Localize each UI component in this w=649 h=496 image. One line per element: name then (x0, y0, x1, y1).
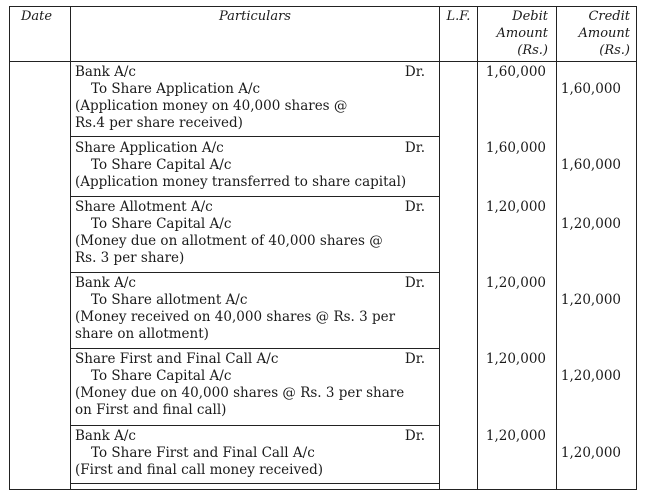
debit-account-line (71, 275, 439, 292)
entry-separator (71, 348, 439, 349)
journal-entry (71, 64, 439, 132)
header-credit-line: Credit (588, 9, 630, 24)
header-debit-line: Debit (512, 9, 548, 24)
debit-account: Share Allotment A/c (75, 199, 213, 215)
debit-account: Bank A/c (75, 275, 136, 291)
credit-account: To Share Application A/c (91, 81, 261, 97)
narration-line: Rs.4 per share received) (75, 115, 243, 131)
debit-column-rule (556, 6, 557, 490)
narration-line: (Application money transferred to share capital) (75, 174, 407, 190)
debit-account-line (71, 351, 439, 368)
debit-account-line (71, 428, 439, 445)
header-debit-line: (Rs.) (517, 43, 548, 58)
entry-separator (71, 196, 439, 197)
credit-amount: 1,60,000 (560, 81, 621, 97)
dr-marker: Dr. (404, 199, 425, 215)
narration-line: (Money received on 40,000 shares @ Rs. 3 per (75, 309, 396, 325)
entry-separator (71, 425, 439, 426)
particulars-column-rule (439, 6, 440, 490)
dr-marker: Dr. (404, 140, 425, 156)
entry-separator (71, 483, 439, 484)
narration-line: (Money due on 40,000 shares @ Rs. 3 per share (75, 385, 405, 401)
table-top-rule (9, 6, 636, 7)
debit-account: Share Application A/c (75, 140, 224, 156)
debit-account-line (71, 199, 439, 216)
header-date: Date (21, 9, 53, 24)
journal-entry (71, 428, 439, 479)
header-credit (557, 8, 630, 59)
debit-amount: 1,20,000 (485, 428, 546, 444)
narration-line: (First and final call money received) (75, 462, 323, 478)
dr-marker: Dr. (404, 275, 425, 291)
narration-line: on First and final call) (75, 402, 227, 418)
dr-marker: Dr. (404, 64, 425, 80)
credit-amount: 1,20,000 (560, 445, 621, 461)
credit-account: To Share allotment A/c (91, 292, 248, 308)
debit-account: Share First and Final Call A/c (75, 351, 279, 367)
credit-account: To Share Capital A/c (91, 216, 232, 232)
debit-amount: 1,20,000 (485, 351, 546, 367)
debit-amount: 1,20,000 (485, 275, 546, 291)
credit-account: To Share First and Final Call A/c (91, 445, 315, 461)
right-border (636, 6, 637, 490)
credit-account: To Share Capital A/c (91, 157, 232, 173)
header-lf: L.F. (446, 9, 471, 24)
credit-amount: 1,20,000 (560, 368, 621, 384)
entry-separator (71, 272, 439, 273)
credit-amount: 1,20,000 (560, 216, 621, 232)
journal-entry (71, 140, 439, 191)
journal-entry (71, 199, 439, 267)
header-bottom-rule (9, 61, 636, 62)
narration-line: (Money due on allotment of 40,000 shares @ (75, 233, 383, 249)
narration-line: share on allotment) (75, 326, 209, 342)
narration-line: (Application money on 40,000 shares @ (75, 98, 348, 114)
left-border (9, 6, 10, 490)
debit-amount: 1,60,000 (485, 64, 546, 80)
header-credit-line: Amount (578, 26, 630, 41)
debit-account-line (71, 140, 439, 157)
debit-account: Bank A/c (75, 64, 136, 80)
journal-entry (71, 275, 439, 343)
debit-account-line (71, 64, 439, 81)
header-debit (478, 8, 548, 59)
header-particulars: Particulars (219, 9, 291, 24)
debit-amount: 1,60,000 (485, 140, 546, 156)
header-credit-line: (Rs.) (599, 43, 630, 58)
credit-account: To Share Capital A/c (91, 368, 232, 384)
dr-marker: Dr. (404, 351, 425, 367)
table-bottom-rule (9, 489, 636, 490)
dr-marker: Dr. (404, 428, 425, 444)
header-debit-line: Amount (496, 26, 548, 41)
narration-line: Rs. 3 per share) (75, 250, 185, 266)
debit-amount: 1,20,000 (485, 199, 546, 215)
journal-entry (71, 351, 439, 419)
credit-amount: 1,20,000 (560, 292, 621, 308)
debit-account: Bank A/c (75, 428, 136, 444)
credit-amount: 1,60,000 (560, 157, 621, 173)
entry-separator (71, 136, 439, 137)
